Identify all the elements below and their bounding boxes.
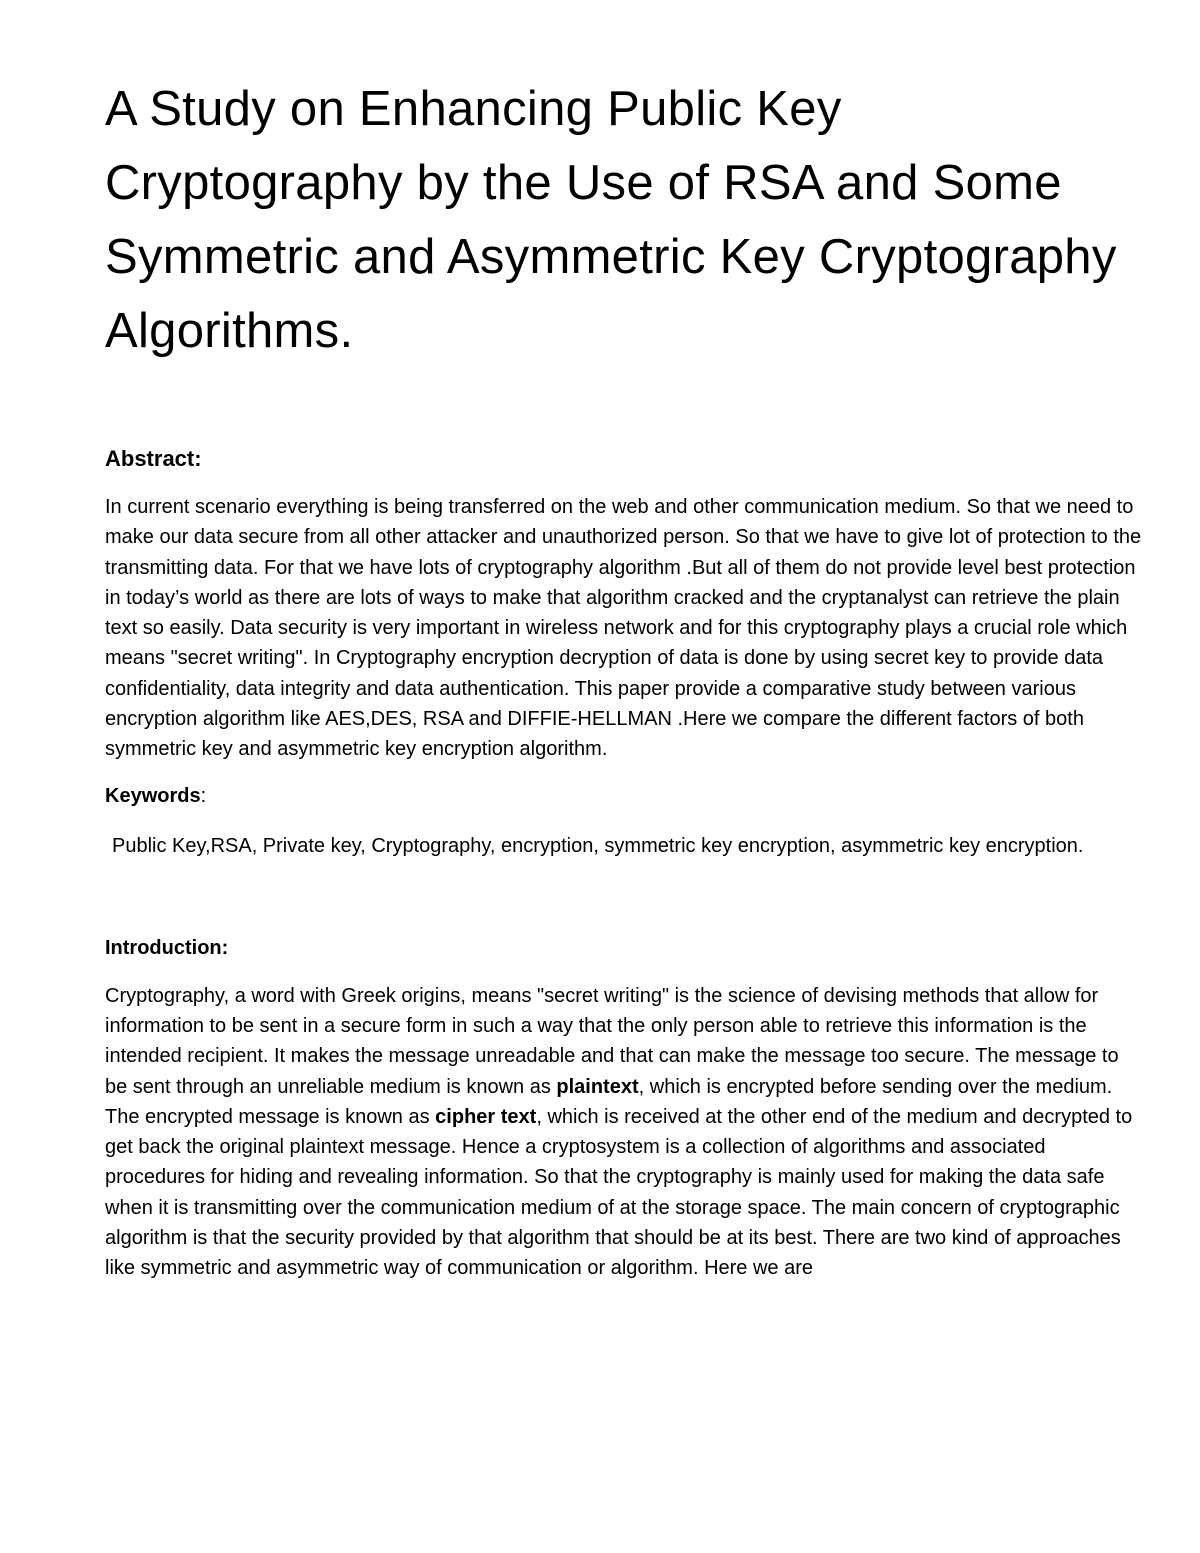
introduction-heading: Introduction:: [105, 936, 229, 959]
keywords-heading-label: Keywords: [105, 784, 201, 807]
term-plaintext: plaintext: [556, 1075, 639, 1098]
abstract-text: In current scenario everything is being transferred on the web and other communication medium. So that we need to make our data secure from all other attacker and unauthorized person. So that we have to give lot of protection to the transmitting data. For that we have lots of cryptography algorithm .But all of them do not provide level best protection in today’s world as there are lots of ways to make that algorithm cracked and the cryptanalyst can retrieve the plain text so easily. Data security is very important in wireless network and for this cryptography plays a crucial role which means "secret writing". In Cryptography encryption decryption of data is done by using secret key to provide data confidentiality, data integrity and data authentication. This paper provide a comparative study between various encryption algorithm like AES,DES, RSA and DIFFIE-HELLMAN .Here we compare the different factors of both symmetric key and asymmetric key encryption algorithm.: [105, 496, 1142, 761]
term-cipher-text: cipher text: [435, 1105, 537, 1128]
introduction-text-part-2: , which is encrypted before sending over the medium. The encrypted message is known as: [105, 1075, 1113, 1128]
introduction-text-part-1: Cryptography, a word with Greek origins, means "secret writing" is the science of devising methods that allow for information to be sent in a secure form in such a way that the only person able to retrieve this information is the intended recipient. It makes the message unreadable and that can make the message too secure. The message to be sent through an unreliable medium is known as: [105, 984, 1119, 1098]
introduction-text: [105, 981, 1145, 1284]
paper-title: A Study on Enhancing Public Key Cryptography by the Use of RSA and Some Symmetric and Asymmetric Key Cryptography Algorithms.: [105, 82, 1117, 358]
keywords-heading-colon: :: [200, 784, 207, 807]
keywords-heading: [105, 781, 1145, 811]
keywords-text: Public Key,RSA, Private key, Cryptography, encryption, symmetric key encryption, asymmetric key encryption.: [112, 834, 1084, 857]
abstract-heading: Abstract:: [105, 446, 202, 471]
document-page: [105, 72, 1145, 1284]
introduction-text-part-3: , which is received at the other end of the medium and decrypted to get back the original plaintext message. Hence a cryptosystem is a collection of algorithms and associated procedures for hiding and revealing information. So that the cryptography is mainly used for making the data safe when it is transmitting over the communication medium of at the storage space. The main concern of cryptographic algorithm is that the security provided by that algorithm that should be at its best. There are two kind of approaches like symmetric and asymmetric way of communication or algorithm. Here we are: [105, 1105, 1133, 1280]
